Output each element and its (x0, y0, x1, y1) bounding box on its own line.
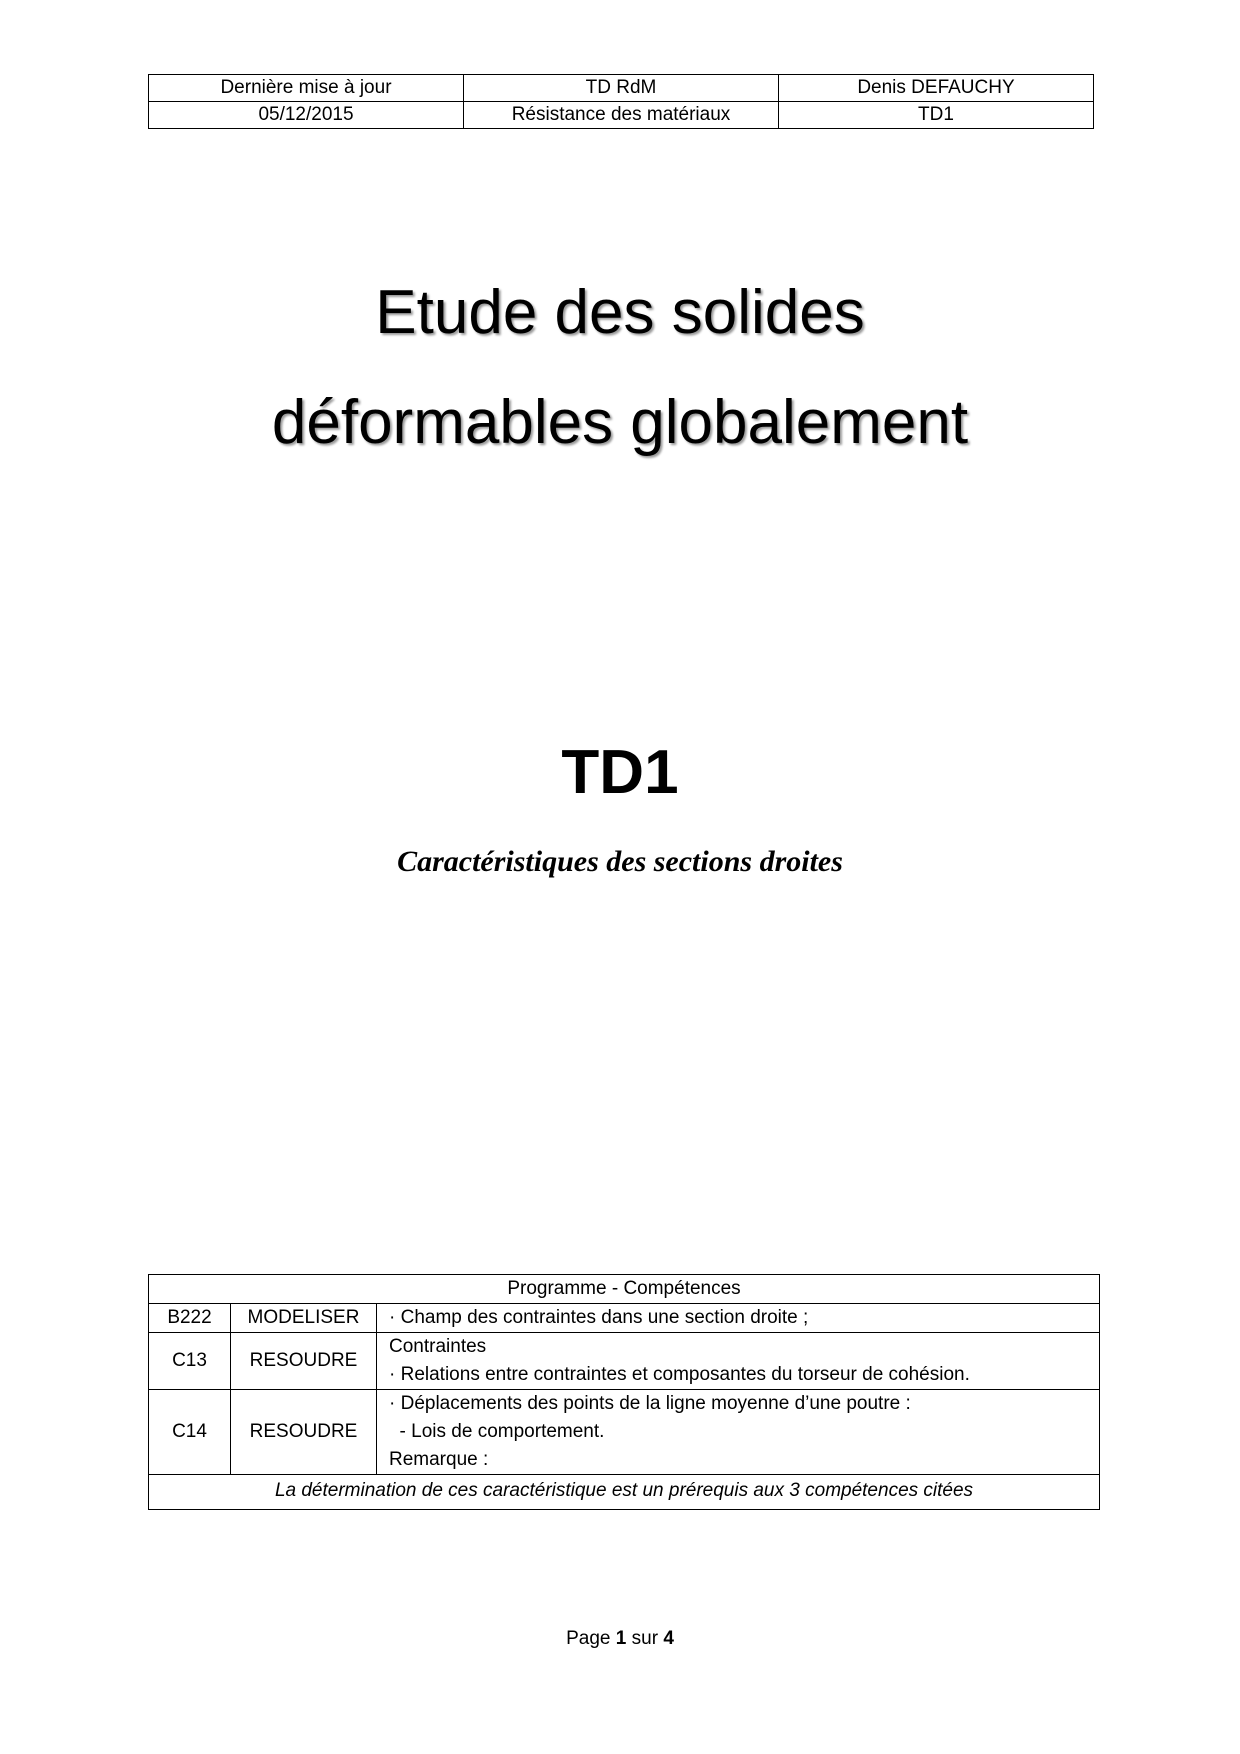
page-total: 4 (663, 1628, 674, 1649)
competence-verb: MODELISER (231, 1304, 377, 1333)
header-table (148, 74, 1094, 129)
competence-description (377, 1333, 1100, 1390)
main-title-line-2: déformables globalement (271, 388, 969, 457)
header-author: Denis DEFAUCHY (779, 75, 1094, 102)
header-row (149, 102, 1094, 129)
description-line: Remarque : (389, 1449, 489, 1470)
table-row (149, 1333, 1100, 1390)
competence-verb: RESOUDRE (231, 1333, 377, 1390)
programme-footer: La détermination de ces caractéristique est un prérequis aux 3 compétences citées (149, 1475, 1100, 1510)
description-line: · Champ des contraintes dans une section droite ; (389, 1307, 809, 1328)
page-separator: sur (631, 1628, 659, 1649)
main-title-line-1: Etude des solides (375, 278, 865, 347)
subtitle: Caractéristiques des sections droites (397, 845, 843, 878)
table-row (149, 1390, 1100, 1475)
description-line: · Relations entre contraintes et composantes du torseur de cohésion. (389, 1364, 970, 1385)
header-date: 05/12/2015 (149, 102, 464, 129)
description-line: · Déplacements des points de la ligne moyenne d’une poutre : (389, 1393, 911, 1414)
page-current: 1 (615, 1628, 627, 1649)
programme-heading-row (149, 1275, 1100, 1304)
competence-description (377, 1390, 1100, 1475)
competence-code: B222 (149, 1304, 231, 1333)
competence-description (377, 1304, 1100, 1333)
programme-footer-row (149, 1475, 1100, 1510)
description-line: - Lois de comportement. (389, 1421, 605, 1442)
competence-code: C14 (149, 1390, 231, 1475)
header-subject: Résistance des matériaux (464, 102, 779, 129)
header-row (149, 75, 1094, 102)
page-number (0, 1628, 1240, 1650)
competence-code: C13 (149, 1333, 231, 1390)
description-line: Contraintes (389, 1336, 487, 1357)
header-update-label: Dernière mise à jour (149, 75, 464, 102)
page-prefix: Page (566, 1628, 611, 1649)
programme-table (148, 1274, 1100, 1510)
td-label: TD1 (561, 738, 679, 807)
competence-verb: RESOUDRE (231, 1390, 377, 1475)
header-doc-id: TD1 (779, 102, 1094, 129)
header-course: TD RdM (464, 75, 779, 102)
programme-heading: Programme - Compétences (149, 1275, 1100, 1304)
main-title (0, 258, 1240, 478)
table-row (149, 1304, 1100, 1333)
